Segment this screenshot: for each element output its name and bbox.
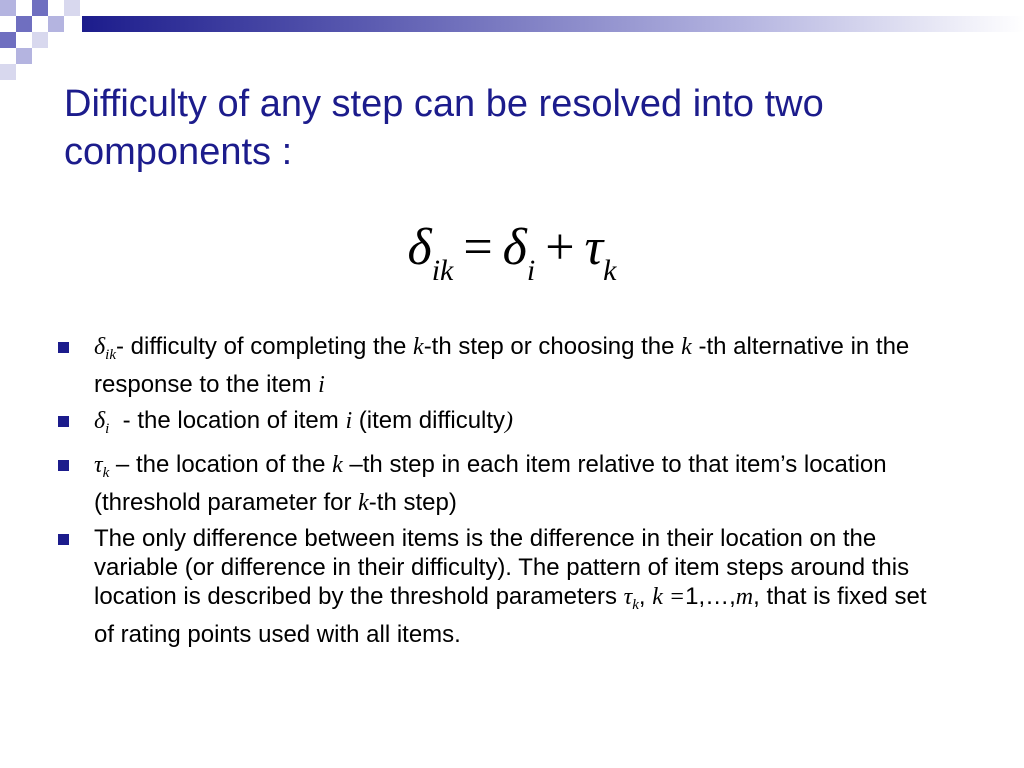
deco-square	[32, 32, 48, 48]
deco-square	[32, 0, 48, 16]
bullet-item-summary	[54, 524, 944, 649]
eq-plus: +	[545, 219, 575, 276]
bullet-square-icon	[58, 342, 69, 353]
bullet-text: -th alternative in the response to the item	[94, 333, 910, 398]
variable-k: k	[413, 334, 424, 360]
eq-tau-subscript: k	[603, 254, 617, 287]
bullet-item-delta-ik	[54, 332, 944, 400]
bullet-item-delta-i	[54, 406, 944, 444]
bullet-text: –th step in each item relative to that item’s location (threshold parameter for	[94, 451, 887, 516]
bullet-text: -th step)	[368, 489, 457, 516]
rasch-step-equation	[0, 218, 1024, 301]
bullet-text: ,	[638, 583, 653, 610]
deco-square	[64, 0, 80, 16]
bullet-text: The only difference between items is the difference in their location on the variable (or difference in their difficulty). The pattern of item steps around this location is described by the threshold parameters	[94, 525, 910, 610]
eq-lhs-subscript: ik	[431, 254, 454, 287]
bullet-text: , that is fixed set of rating points used with all items.	[94, 583, 927, 648]
deco-square	[48, 16, 64, 32]
bullet-text: - difficulty of completing the	[115, 333, 414, 360]
deco-square	[0, 0, 16, 16]
symbol-subscript: ik	[105, 347, 116, 363]
deco-bar	[82, 16, 1024, 32]
bullet-square-icon	[58, 416, 69, 427]
variable-k: k	[332, 452, 343, 478]
symbol-tau: τ	[94, 452, 103, 478]
deco-square	[16, 16, 32, 32]
bullet-list	[54, 332, 944, 655]
symbol-tau: τ	[623, 584, 633, 610]
symbol-subscript: k	[632, 597, 639, 613]
variable-k-equals: k =	[652, 584, 686, 610]
bullet-text: - the location of item	[109, 407, 346, 434]
symbol-subscript: k	[102, 465, 110, 481]
symbol-subscript: i	[105, 421, 110, 437]
bullet-text: – the location of the	[109, 451, 333, 478]
bullet-text: 1,…,	[685, 583, 736, 610]
bullet-text: -th step or choosing the	[423, 333, 682, 360]
variable-i: i	[345, 408, 353, 434]
deco-square	[0, 64, 16, 80]
eq-lhs-delta: δ	[407, 219, 432, 276]
bullet-item-tau-k	[54, 450, 944, 518]
eq-delta-subscript: i	[526, 254, 536, 287]
eq-equals: =	[463, 219, 493, 276]
bullet-text: (item difficulty	[352, 407, 506, 434]
bullet-square-icon	[58, 460, 69, 471]
symbol-delta: δ	[94, 408, 106, 434]
deco-square	[16, 48, 32, 64]
bullet-text-close-paren: )	[505, 408, 514, 434]
bullet-square-icon	[58, 534, 69, 545]
symbol-delta: δ	[94, 334, 106, 360]
variable-m: m	[735, 584, 754, 610]
eq-tau: τ	[584, 219, 604, 276]
variable-k: k	[358, 490, 369, 516]
deco-square	[0, 32, 16, 48]
eq-delta: δ	[502, 219, 527, 276]
slide-title: Difficulty of any step can be resolved into two components :	[64, 83, 824, 173]
variable-k: k	[681, 334, 692, 360]
variable-i: i	[318, 372, 325, 398]
